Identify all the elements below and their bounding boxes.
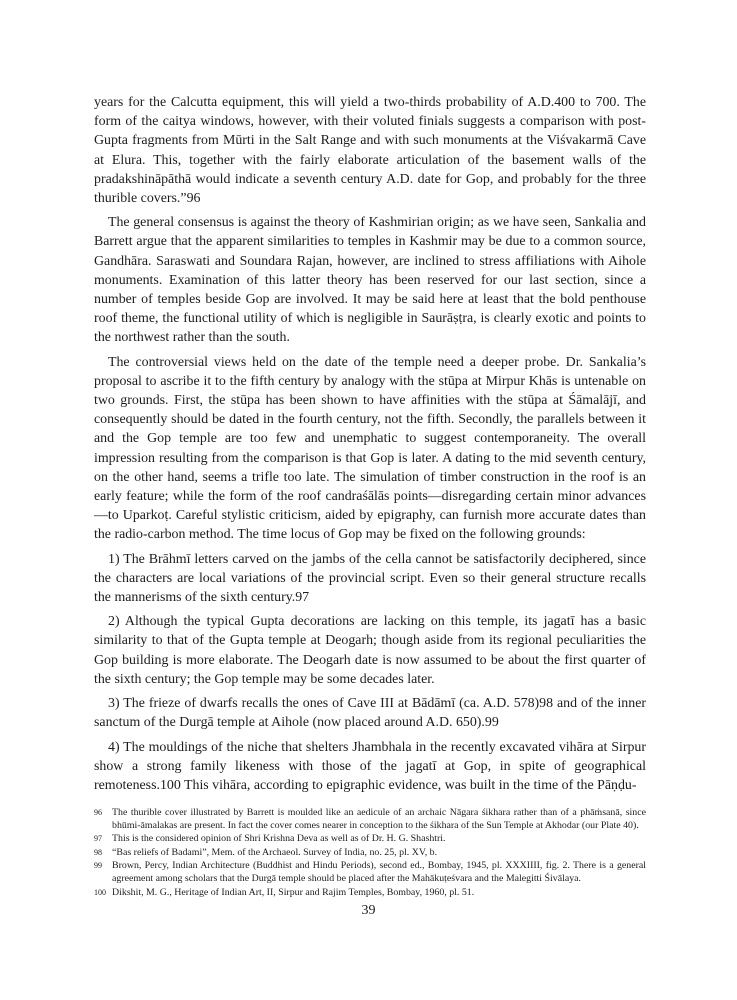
footnote-number: 100 <box>94 887 106 897</box>
footnote-text: This is the considered opinion of Shri Krishna Deva as well as of Dr. H. G. Shashtri. <box>112 833 446 845</box>
footnote <box>94 847 646 860</box>
page-number: 39 <box>361 903 376 918</box>
footnote-number: 99 <box>94 861 102 871</box>
paragraph: The controversial views held on the date of the temple need a deeper probe. Dr. Sankalia’s proposal to ascribe it to the fifth century by analogy with the stūpa at Mirpur Khās is untenable on two grounds. First, the stūpa has been shown to have affinities with the stūpa at Śāmalājī, and consequently should be dated in the fourth century, not the fifth. Secondly, the parallels between it and the Gop temple are too few and unemphatic to suggest contemporaneity. The overall impression resulting from the comparison is that Gop is later. A dating to the mid seventh century, on the other hand, seems a trifle too late. The simulation of timber construction in the roof is an early feature; while the form of the roof candraśālās points—disregarding certain minor advances—to Uparkoṭ. Careful stylistic criticism, aided by epigraphy, can furnish more accurate dates than the radio-carbon method. The time locus of Gop may be fixed on the following grounds: <box>94 354 646 543</box>
paragraph: The general consensus is against the theory of Kashmirian origin; as we have seen, Sankalia and Barrett argue that the apparent similarities to temples in Kashmir may be due to a common source, Gandhāra. Saraswati and Soundara Rajan, however, are inclined to stress affiliations with Aihole monuments. Examination of this latter theory has been reserved for our last section, since a number of temples beside Gop are involved. It may be said here at least that the bold penthouse roof theme, the functional utility of which is negligible in Saurāṣṭra, is clearly exotic and points to the northwest rather than the south. <box>94 215 646 346</box>
paragraph: 2) Although the typical Gupta decorations are lacking on this temple, its jagatī has a basic similarity to that of the Gupta temple at Deogarh; though aside from its regional peculiarities the Gop building is more elaborate. The Deogarh date is now assumed to be about the first quarter of the sixth century; the Gop temple may be some decades later. <box>94 614 646 687</box>
footnote-text: Brown, Percy, Indian Architecture (Buddhist and Hindu Periods), second ed., Bombay, 1945, pl. XXXIIII, fig. 2. There is a general agreement among scholars that the Durgā temple should be placed after the Mahākuṭeśvara and the Malegitti Śivālaya. <box>112 860 646 885</box>
footnote-text: “Bas reliefs of Badami”, Mem. of the Archaeol. Survey of India, no. 25, pl. XV, b. <box>112 846 438 858</box>
footnote-number: 97 <box>94 834 102 844</box>
page-body <box>94 93 646 900</box>
footnote-number: 98 <box>94 847 102 857</box>
footnote-text: The thurible cover illustrated by Barrett is moulded like an aedicule of an archaic Nāgara śikhara rather than of a phāṁsanā, since bhūmi-āmalakas are present. In fact the cover comes nearer in conception to the śikhara of the Sun Temple at Akhodar (our Plate 40). <box>112 807 646 831</box>
footnote <box>94 833 646 846</box>
footnote <box>94 807 646 832</box>
footnote-text: Dikshit, M. G., Heritage of Indian Art, II, Sirpur and Rajim Temples, Bombay, 1960, pl. 51. <box>112 886 475 898</box>
footnote-number: 96 <box>94 808 102 818</box>
footnotes <box>94 807 646 899</box>
paragraph: 4) The mouldings of the niche that shelters Jhambhala in the recently excavated vihāra at Sirpur show a strong family likeness with those of the jagatī at Gop, in spite of geographical remoteness.100 This vihāra, according to epigraphic evidence, was built in the time of the Pāṇḍu- <box>94 739 646 793</box>
footnote <box>94 887 646 900</box>
paragraph: years for the Calcutta equipment, this will yield a two-thirds probability of A.D.400 to 700. The form of the caitya windows, however, with their voluted finials suggests a comparison with post-Gupta fragments from Mūrti in the Salt Range and with such monuments at the Viśvakarmā Cave at Elura. This, together with the fairly elaborate articulation of the basement walls of the pradakshināpāthā would indicate a seventh century A.D. date for Gop, and probably for the three thurible covers.”96 <box>94 95 646 207</box>
footnote <box>94 860 646 885</box>
paragraph: 3) The frieze of dwarfs recalls the ones of Cave III at Bādāmī (ca. A.D. 578)98 and of the inner sanctum of the Durgā temple at Aihole (now placed around A.D. 650).99 <box>94 696 646 731</box>
paragraph: 1) The Brāhmī letters carved on the jambs of the cella cannot be satisfactorily deciphered, since the characters are local variations of the provincial script. Even so their general structure recalls the mannerisms of the sixth century.97 <box>94 551 646 606</box>
